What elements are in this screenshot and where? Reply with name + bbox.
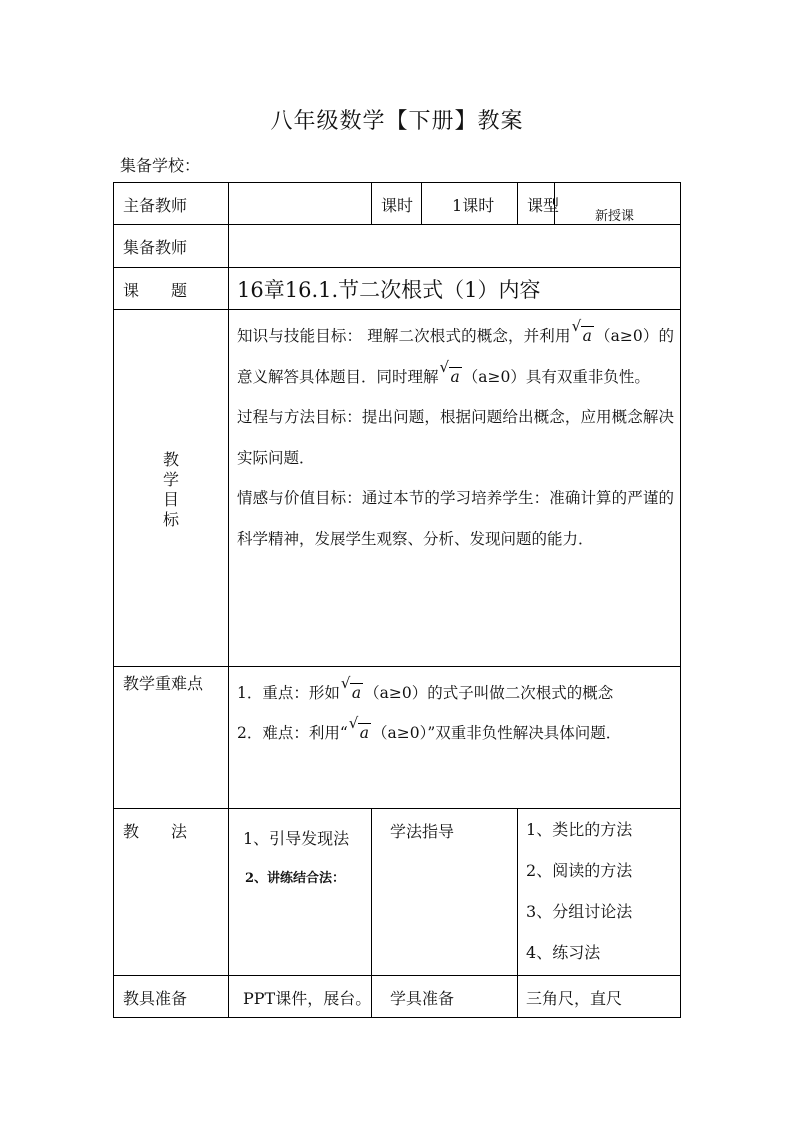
row-main-teacher	[114, 183, 681, 225]
lesson-plan-table	[113, 182, 681, 1018]
tools-label: 教具准备	[123, 989, 188, 1008]
difficult-point-text: （a≥0）”双重非负性解决具体问题．	[372, 724, 622, 742]
key-point-prefix: 1．重点：形如	[237, 684, 340, 702]
topic-label: 课 题	[123, 281, 188, 300]
goals-content	[229, 310, 680, 559]
study-guide-label: 学法指导	[390, 822, 455, 841]
emotion-goal: 情感与价值目标：通过本节的学习培养学生：准确计算的严谨的科学精神，发展学生观察、分析、发现问题的能力．	[237, 489, 675, 548]
difficult-point-prefix: 2．难点：利用“	[237, 724, 348, 742]
row-co-teachers	[114, 225, 681, 268]
teaching-method-item: 1、引导发现法	[243, 829, 350, 848]
process-goal: 过程与方法目标：提出问题，根据问题给出概念，应用概念解决实际问题．	[237, 408, 675, 467]
hours-value: 1课时	[452, 196, 495, 215]
row-topic	[114, 268, 681, 310]
row-methods	[114, 809, 681, 976]
co-teacher-value	[229, 225, 680, 235]
study-tools-label: 学具准备	[390, 989, 455, 1008]
sqrt-a-icon: √ a	[348, 714, 370, 742]
knowledge-goal-c: （a≥0）具有双重非负性。	[462, 367, 650, 386]
knowledge-goal-b: （a≥0）的意义解答具体题目．同时理解	[237, 327, 675, 386]
goals-label: 教学目标	[163, 450, 180, 529]
study-method-item: 1、类比的方法	[526, 820, 633, 839]
key-point-text: （a≥0）的式子叫做二次根式的概念	[364, 684, 614, 702]
row-goals	[114, 310, 681, 667]
row-tools	[114, 976, 681, 1018]
tools-value: PPT课件，展台。	[243, 989, 372, 1008]
sqrt-a-icon: √ a	[439, 357, 460, 386]
co-teacher-label: 集备教师	[123, 238, 188, 257]
row-difficulty	[114, 667, 681, 809]
type-label: 课型	[527, 196, 560, 215]
teaching-methods	[229, 809, 371, 899]
knowledge-goal-a: 知识与技能目标： 理解二次根式的概念，并利用	[237, 327, 571, 345]
school-label: 集备学校：	[120, 156, 201, 175]
sqrt-a-icon: √ a	[340, 674, 362, 702]
study-method-item: 2、阅读的方法	[526, 861, 633, 880]
topic-value: 16章16.1.节二次根式（1）内容	[237, 278, 541, 302]
study-method-item: 3、分组讨论法	[526, 902, 633, 921]
main-teacher-value	[229, 183, 371, 193]
difficulty-label: 教学重难点	[123, 674, 204, 693]
study-method-item: 4、练习法	[526, 943, 601, 962]
difficulty-content	[229, 667, 680, 753]
sqrt-a-icon: √ a	[571, 317, 592, 345]
main-teacher-label: 主备教师	[123, 196, 188, 215]
type-value: 新授课	[595, 209, 635, 224]
study-methods	[518, 809, 680, 973]
methods-label: 教 法	[123, 822, 188, 841]
study-tools-value: 三角尺，直尺	[526, 989, 623, 1008]
teaching-method-item: 2、讲练结合法：	[245, 871, 346, 886]
document-title: 八年级数学【下册】教案	[270, 109, 524, 134]
hours-label: 课时	[381, 196, 414, 215]
